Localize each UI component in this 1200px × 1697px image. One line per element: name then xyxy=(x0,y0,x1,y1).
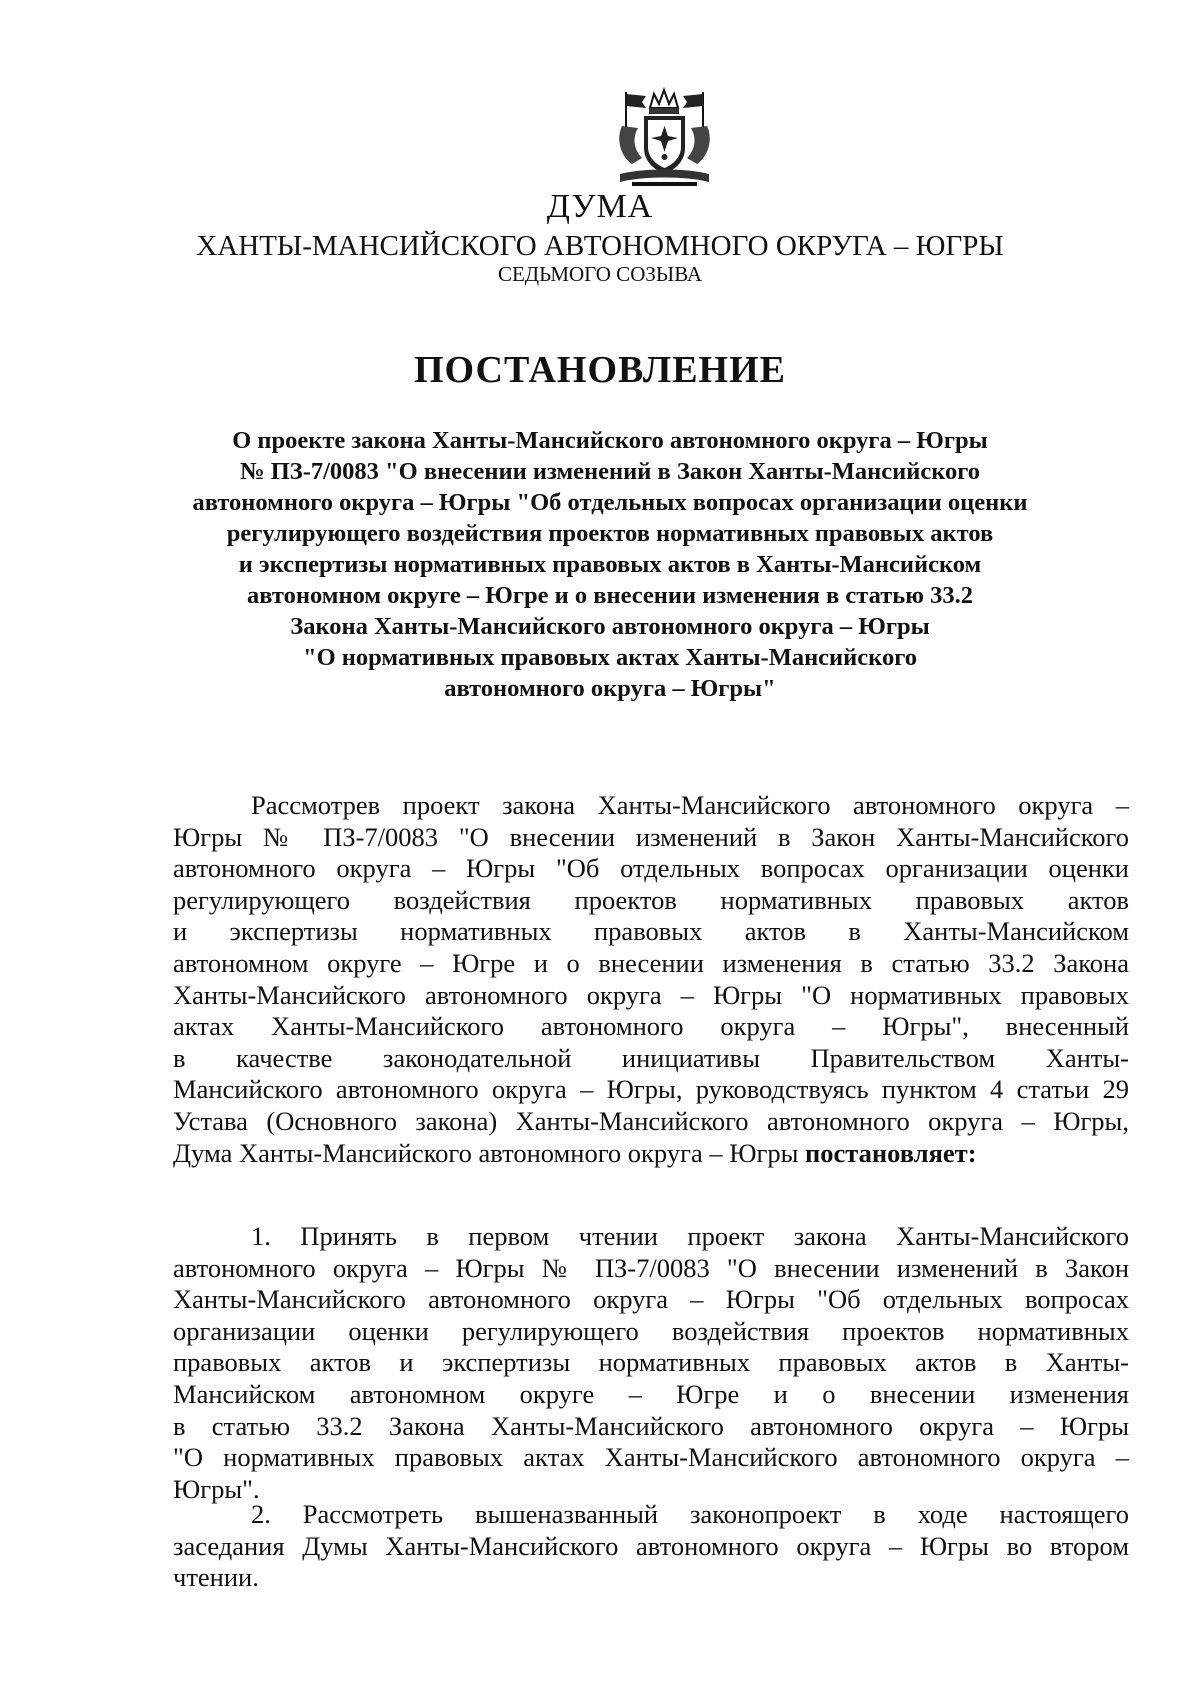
title-line: автономного округа – Югры" xyxy=(444,675,776,702)
paragraph-line: организации оценки регулирующего воздействия проектов нормативных xyxy=(173,1315,1129,1346)
paragraph-line: автономном округе – Югре и о внесении изменения в статью 33.2 Закона xyxy=(173,947,1129,978)
paragraph-line: автономного округа – Югры "Об отдельных вопросах организации оценки xyxy=(173,853,1129,884)
paragraph-line: заседания Думы Ханты-Мансийского автономного округа – Югры во втором xyxy=(173,1530,1129,1561)
org-name: ХАНТЫ-МАНСИЙСКОГО АВТОНОМНОГО ОКРУГА – ЮГРЫ xyxy=(196,230,1004,262)
paragraph-line: Устава (Основного закона) Ханты-Мансийского автономного округа – Югры, xyxy=(173,1105,1129,1136)
paragraph-line: Ханты-Мансийского автономного округа – Югры "Об отдельных вопросах xyxy=(173,1284,1129,1315)
paragraph-line: Мансийского автономного округа – Югры, руководствуясь пунктом 4 статьи 29 xyxy=(173,1074,1129,1105)
paragraph-line: Ханты-Мансийского автономного округа – Югры "О нормативных правовых xyxy=(173,979,1129,1010)
title-line: и экспертизы нормативных правовых актов в Ханты-Мансийском xyxy=(238,551,982,578)
paragraph-line: 1. Принять в первом чтении проект закона Ханты-Мансийского xyxy=(251,1221,1129,1251)
paragraph-line: в статью 33.2 Закона Ханты-Мансийского автономного округа – Югры xyxy=(173,1410,1129,1441)
org-title: ДУМА xyxy=(546,188,654,225)
paragraph-line: правовых актов и экспертизы нормативных правовых актов в Ханты- xyxy=(173,1347,1129,1378)
paragraph-line: 2. Рассмотреть вышеназванный законопроект в ходе настоящего xyxy=(251,1499,1129,1529)
title-line: Закона Ханты-Мансийского автономного округа – Югры xyxy=(290,613,930,640)
paragraph-line: Югры № ПЗ-7/0083 "О внесении изменений в Закон Ханты-Мансийского xyxy=(173,821,1129,852)
document-title xyxy=(150,425,1070,704)
paragraph-line: в качестве законодательной инициативы Правительством Ханты- xyxy=(173,1042,1129,1073)
paragraph-line: регулирующего воздействия проектов нормативных правовых актов xyxy=(173,884,1129,915)
paragraph-line-last xyxy=(173,1138,1129,1170)
title-line: О проекте закона Ханты-Мансийского автономного округа – Югры xyxy=(232,427,988,454)
paragraph-line: Мансийском автономном округе – Югре и о внесении изменения xyxy=(173,1378,1129,1409)
paragraph-line: чтении. xyxy=(173,1562,259,1593)
paragraph-line: Югры". xyxy=(173,1473,260,1504)
title-line: автономном округе – Югре и о внесении изменения в статью 33.2 xyxy=(247,582,973,609)
resolution-intro: Дума Ханты-Мансийского автономного округа – Югры xyxy=(173,1137,806,1168)
resolution-item-1 xyxy=(173,1221,1129,1505)
title-line: регулирующего воздействия проектов нормативных правовых актов xyxy=(226,520,994,547)
convocation: СЕДЬМОГО СОЗЫВА xyxy=(497,262,703,286)
resolution-item-2 xyxy=(173,1499,1129,1594)
title-line: № ПЗ-7/0083 "О внесении изменений в Закон Ханты-Мансийского xyxy=(239,458,981,485)
paragraph-line: автономного округа – Югры № ПЗ-7/0083 "О внесении изменений в Закон xyxy=(173,1252,1129,1283)
document-type: ПОСТАНОВЛЕНИЕ xyxy=(413,349,787,391)
preamble-paragraph xyxy=(173,790,1129,1169)
paragraph-line: "О нормативных правовых актах Ханты-Мансийского автономного округа – xyxy=(173,1442,1129,1473)
title-line: автономного округа – Югры "Об отдельных вопросах организации оценки xyxy=(192,489,1028,516)
title-line: "О нормативных правовых актах Ханты-Мансийского xyxy=(303,644,917,671)
coat-of-arms-icon xyxy=(612,86,717,192)
paragraph-line: Рассмотрев проект закона Ханты-Мансийского автономного округа – xyxy=(251,790,1129,820)
paragraph-line: и экспертизы нормативных правовых актов в Ханты-Мансийском xyxy=(173,916,1129,947)
resolves-keyword: постановляет: xyxy=(805,1137,977,1168)
paragraph-line: актах Ханты-Мансийского автономного округа – Югры", внесенный xyxy=(173,1011,1129,1042)
